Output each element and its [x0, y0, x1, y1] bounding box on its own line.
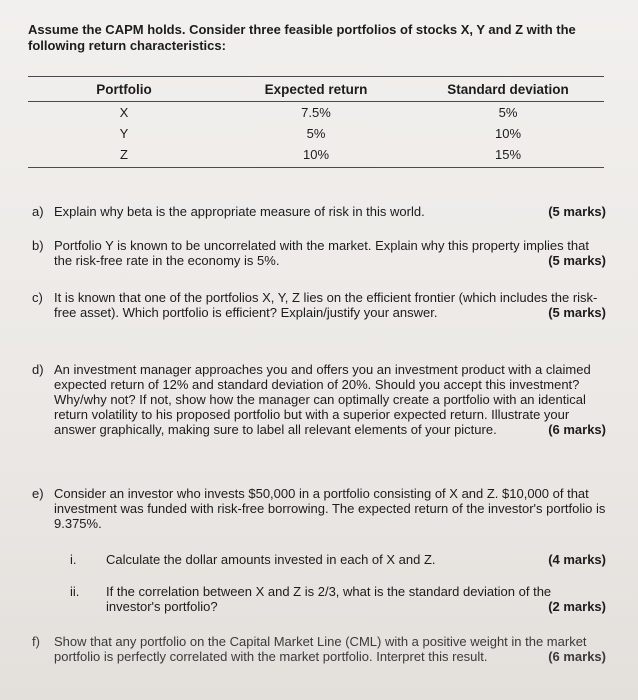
header-portfolio: Portfolio [96, 81, 152, 97]
intro-text: Assume the CAPM holds. Consider three feasible portfolios of stocks X, Y and Z with the following return characteristics: [28, 22, 576, 53]
cell-standard-deviation: 5% [498, 105, 518, 120]
question-label: c) [32, 290, 43, 305]
question-marks: (6 marks) [548, 649, 606, 664]
question-label: a) [32, 204, 44, 219]
question-text: Show that any portfolio on the Capital Market Line (CML) with a positive weight in the market portfolio is perfectly correlated with the market portfolio. Interpret this result. [54, 634, 587, 664]
table-row [28, 123, 604, 144]
question-label: ii. [70, 584, 80, 599]
cell-portfolio: Y [119, 126, 129, 141]
cell-expected-return: 7.5% [301, 105, 331, 120]
question-text: If the correlation between X and Z is 2/3, what is the standard deviation of the investor's portfolio? [106, 584, 552, 614]
question-label: b) [32, 238, 44, 253]
table-bottom-rule [28, 167, 604, 168]
question-marks: (5 marks) [548, 253, 606, 268]
question-text: Consider an investor who invests $50,000 in a portfolio consisting of X and Z. $10,000 of that investment was funded with risk-free borrowing. The expected return of the investor's portfolio is 9.375%. [54, 486, 606, 531]
question-text: Calculate the dollar amounts invested in each of X and Z. [106, 552, 436, 567]
cell-expected-return: 5% [306, 126, 326, 141]
cell-portfolio: X [119, 105, 129, 120]
question-marks: (5 marks) [548, 305, 606, 320]
question-e-i [70, 552, 606, 567]
question-d [32, 362, 606, 437]
header-standard-deviation: Standard deviation [447, 81, 569, 97]
question-label: d) [32, 362, 44, 377]
cell-portfolio: Z [120, 147, 128, 162]
return-table [28, 76, 604, 168]
cell-standard-deviation: 15% [494, 147, 522, 162]
question-a [32, 204, 606, 219]
question-marks: (4 marks) [548, 552, 606, 567]
question-text: It is known that one of the portfolios X, Y, Z lies on the efficient frontier (which includes the risk-free asset). Which portfolio is efficient? Explain/justify your answer. [54, 290, 598, 320]
table-header [28, 77, 604, 102]
question-label: e) [32, 486, 44, 501]
question-e [32, 486, 606, 531]
question-label: f) [32, 634, 40, 649]
question-label: i. [70, 552, 77, 567]
question-marks: (5 marks) [548, 204, 606, 219]
table-row [28, 102, 604, 123]
question-text: Portfolio Y is known to be uncorrelated with the market. Explain why this property implies that the risk-free rate in the economy is 5%. [54, 238, 589, 268]
table-row [28, 144, 604, 165]
question-b [32, 238, 606, 268]
header-expected-return: Expected return [264, 81, 368, 97]
question-marks: (6 marks) [548, 422, 606, 437]
question-f [32, 634, 606, 664]
question-c [32, 290, 606, 320]
question-text: An investment manager approaches you and offers you an investment product with a claimed expected return of 12% and standard deviation of 20%. Should you accept this investment? Why/why not? If not, show how the manager can optimally create a portfolio with an identical return volatility to his proposed portfolio but with a superior expected return. Illustrate your answer graphically, making sure to label all relevant elements of your picture. [54, 362, 591, 437]
question-e-ii [70, 584, 606, 614]
question-marks: (2 marks) [548, 599, 606, 614]
cell-expected-return: 10% [302, 147, 330, 162]
question-text: Explain why beta is the appropriate measure of risk in this world. [54, 204, 425, 219]
cell-standard-deviation: 10% [494, 126, 522, 141]
